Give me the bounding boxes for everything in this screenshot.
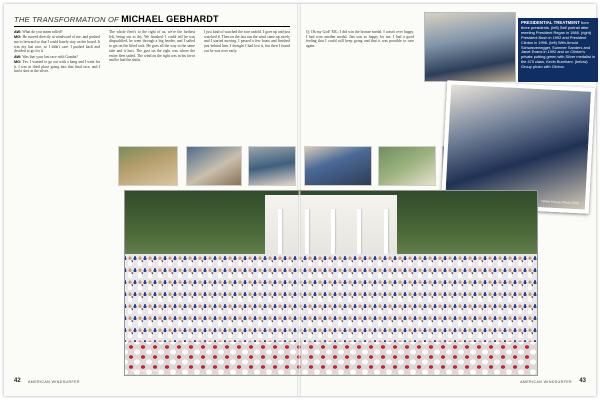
photo-thumbnail: [118, 146, 178, 186]
page-number-right: 43: [579, 378, 586, 384]
article-headline: [14, 14, 294, 24]
sidebar-text: from three presidents. (left) Self portrait after meeting President Regan in 1988. (right) President Bush in 1992 and President Clinton in 1996. (left) With Arnold Schwarzenegger, Summer Sanders and Janet Evans in 1992 and on Clinton's private putting green with Silver medalist in the 470 class, Kevin Burnham. (below) Group photo with Clinton.: [521, 20, 595, 70]
publication-name: AMERICAN WINDSURFER: [520, 380, 572, 384]
question-text: Was that your last race with Gamba?: [22, 54, 78, 59]
president-photo: [424, 12, 516, 82]
answer-text: Yes. I wanted to go out with a bang and I went for it. I was in third place going into that final race, and I had a shot at the silver.: [14, 60, 100, 74]
photo-thumbnail: [304, 146, 372, 186]
sidebar-caption: [518, 18, 598, 82]
text-column-3: [204, 30, 290, 152]
photo-thumbnail: [186, 146, 242, 186]
answer-label: MG:: [14, 60, 22, 64]
column-text: The whole fleet's to the right of us, we're the farthest left, being out to dry. We finished. I could tell he was disqualified, he went through a big header, and I sailed to get on the lifted tack. He goes all the way to the same side and it hurt. The gust on the right was where the entire fleet sailed. The wind on the right was in his favor and he had the shifts.: [109, 30, 195, 63]
headline-rule: [14, 26, 290, 27]
text-column-4: [306, 30, 414, 152]
question-label: AW:: [14, 54, 22, 59]
group-photo: [124, 190, 538, 376]
photo-credit: White House Photo 1996: [541, 199, 580, 206]
answer-label: MG:: [14, 35, 22, 40]
text-column-1: [14, 30, 100, 152]
photo-credit: White House Photo: [131, 369, 162, 373]
question-label: AW:: [14, 30, 22, 34]
publication-name: AMERICAN WINDSURFER: [28, 380, 80, 384]
column-text: I just kind of watched the race unfold. I gave up and just watched it. Then on the last run the wind came up nicely and I started moving. I passed a few boats and finished just behind him. I thought I had lost it, but then I found out he was over early.: [204, 30, 290, 53]
headline-prefix: THE TRANSFORMATION OF: [14, 15, 119, 24]
text-column-2: [109, 30, 195, 152]
page-number-left: 42: [14, 378, 21, 384]
front-row: [125, 342, 537, 375]
photo-thumbnail: [378, 146, 436, 186]
headline-name: MICHAEL GEBHARDT: [121, 14, 219, 24]
photo-thumbnail: [248, 146, 296, 186]
question-text: What do you mean rolled?: [22, 30, 63, 34]
answer-text: He moved directly at windward of me, and pushed me to leeward so that I could barely stay on the board. It was my last race, so I didn't care. I pushed back and decided to go for it.: [14, 35, 100, 54]
sidebar-title: PRESIDENTIAL TREATMENT: [521, 20, 580, 25]
column-text: Q: Oh my God! MG: I did win the bronze medal. I wasn't ever happy. I had won another medal. Jim was so happy for me. I had a good feeling that I could still keep going and that it was possible to race again.: [306, 30, 414, 49]
magazine-spread: [4, 4, 596, 396]
photo-gutter: [298, 191, 301, 375]
